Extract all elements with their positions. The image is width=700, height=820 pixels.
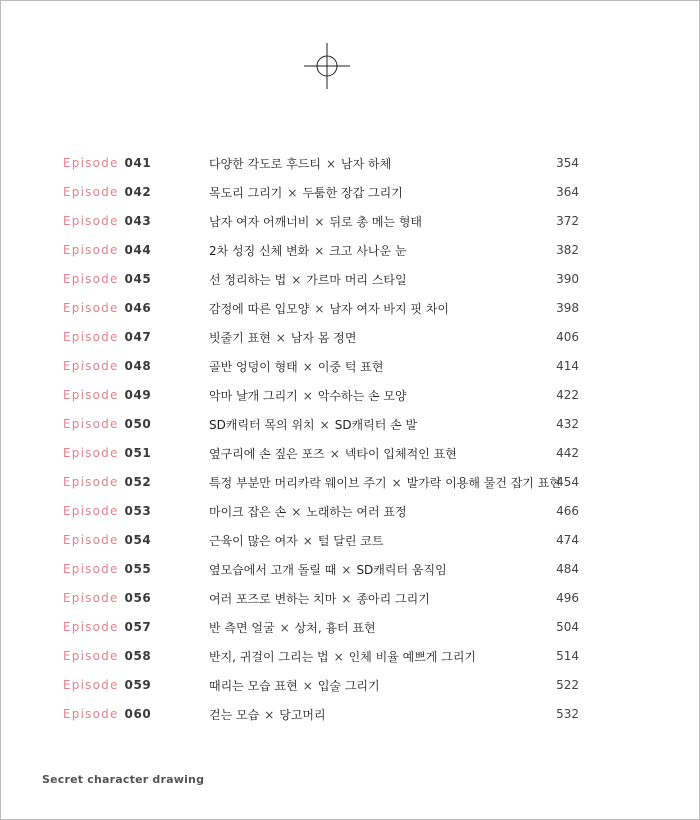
episode-label [63, 475, 151, 489]
episode-title [209, 532, 383, 549]
title-right: 당고머리 [279, 708, 326, 722]
episode-word: Episode [63, 185, 119, 199]
episode-title [209, 358, 383, 375]
title-right: 악수하는 손 모양 [317, 389, 407, 403]
title-right: SD캐릭터 움직임 [356, 563, 447, 577]
episode-label [63, 620, 151, 634]
title-separator: × [391, 476, 402, 490]
title-separator: × [291, 273, 302, 287]
title-left: 골반 엉덩이 형태 [209, 360, 298, 374]
episode-title [209, 590, 430, 607]
episode-label [63, 214, 151, 228]
title-separator: × [314, 244, 325, 258]
page-number: 496 [556, 591, 579, 605]
title-left: 목도리 그리기 [209, 186, 283, 200]
toc-entry [1, 701, 700, 730]
title-left: 반지, 귀걸이 그리는 법 [209, 650, 329, 664]
toc-entry [1, 266, 700, 295]
episode-title [209, 184, 403, 201]
title-right: 크고 사나운 눈 [329, 244, 407, 258]
episode-word: Episode [63, 243, 119, 257]
title-right: 입술 그리기 [317, 679, 380, 693]
toc-entry [1, 179, 700, 208]
episode-title [209, 242, 406, 259]
episode-label [63, 156, 151, 170]
episode-label [63, 533, 151, 547]
episode-number: 050 [124, 417, 152, 431]
episode-number: 049 [124, 388, 152, 402]
toc-entry [1, 411, 700, 440]
crosshair-icon [302, 41, 352, 91]
page-number: 398 [556, 301, 579, 315]
toc-entry [1, 585, 700, 614]
episode-number: 047 [124, 330, 152, 344]
episode-title [209, 300, 449, 317]
title-right: 두툼한 장갑 그리기 [302, 186, 403, 200]
title-right: 이중 턱 표현 [317, 360, 384, 374]
page-number: 372 [556, 214, 579, 228]
toc-entry [1, 150, 700, 179]
title-left: 남자 여자 어깨너비 [209, 215, 310, 229]
title-separator: × [264, 708, 275, 722]
page-number: 454 [556, 475, 579, 489]
episode-label [63, 649, 151, 663]
toc-entry [1, 353, 700, 382]
title-right: 발가락 이용해 물건 잡기 표현 [406, 476, 561, 490]
episode-word: Episode [63, 504, 119, 518]
title-left: 선 정리하는 법 [209, 273, 287, 287]
title-separator: × [279, 621, 290, 635]
episode-number: 044 [124, 243, 152, 257]
episode-word: Episode [63, 330, 119, 344]
episode-word: Episode [63, 301, 119, 315]
toc-entry [1, 295, 700, 324]
episode-word: Episode [63, 359, 119, 373]
title-separator: × [341, 592, 352, 606]
table-of-contents [1, 150, 700, 730]
title-left: 근육이 많은 여자 [209, 534, 298, 548]
page-number: 390 [556, 272, 579, 286]
title-right: 남자 여자 바지 핏 차이 [329, 302, 450, 316]
episode-number: 045 [124, 272, 152, 286]
episode-word: Episode [63, 562, 119, 576]
episode-label [63, 591, 151, 605]
episode-word: Episode [63, 417, 119, 431]
title-separator: × [287, 186, 298, 200]
toc-entry [1, 527, 700, 556]
episode-word: Episode [63, 475, 119, 489]
episode-word: Episode [63, 214, 119, 228]
toc-entry [1, 440, 700, 469]
episode-number: 055 [124, 562, 152, 576]
title-left: 옆모습에서 고개 돌릴 때 [209, 563, 337, 577]
title-separator: × [302, 389, 313, 403]
episode-number: 057 [124, 620, 152, 634]
episode-label [63, 301, 151, 315]
episode-label [63, 243, 151, 257]
toc-entry [1, 672, 700, 701]
episode-number: 053 [124, 504, 152, 518]
page-number: 422 [556, 388, 579, 402]
episode-word: Episode [63, 446, 119, 460]
page-number: 504 [556, 620, 579, 634]
page-number: 474 [556, 533, 579, 547]
episode-title [209, 271, 407, 288]
title-left: 2차 성징 신체 변화 [209, 244, 310, 258]
title-right: 남자 하체 [341, 157, 392, 171]
title-left: 특정 부분만 머리카락 웨이브 주기 [209, 476, 387, 490]
title-right: 넥타이 입체적인 표현 [344, 447, 457, 461]
title-right: 남자 몸 정면 [290, 331, 357, 345]
page-number: 414 [556, 359, 579, 373]
title-separator: × [302, 534, 313, 548]
episode-number: 058 [124, 649, 152, 663]
episode-title [209, 619, 376, 636]
page-number: 522 [556, 678, 579, 692]
title-left: 마이크 잡은 손 [209, 505, 287, 519]
episode-title [209, 561, 447, 578]
page-number: 532 [556, 707, 579, 721]
page-number: 442 [556, 446, 579, 460]
title-separator: × [333, 650, 344, 664]
toc-entry [1, 382, 700, 411]
episode-word: Episode [63, 533, 119, 547]
title-left: 여러 포즈로 변하는 치마 [209, 592, 337, 606]
page-number: 466 [556, 504, 579, 518]
episode-number: 052 [124, 475, 152, 489]
episode-number: 043 [124, 214, 152, 228]
episode-number: 060 [124, 707, 152, 721]
episode-title [209, 474, 561, 491]
episode-title [209, 213, 422, 230]
episode-title [209, 503, 407, 520]
episode-word: Episode [63, 678, 119, 692]
title-right: 상처, 흉터 표현 [294, 621, 376, 635]
toc-entry [1, 469, 700, 498]
title-separator: × [319, 418, 330, 432]
title-left: 악마 날개 그리기 [209, 389, 298, 403]
episode-number: 051 [124, 446, 152, 460]
title-separator: × [302, 360, 313, 374]
title-separator: × [291, 505, 302, 519]
episode-label [63, 678, 151, 692]
title-right: SD캐릭터 손 발 [334, 418, 418, 432]
title-right: 뒤로 총 메는 형태 [329, 215, 423, 229]
episode-title [209, 329, 356, 346]
episode-word: Episode [63, 272, 119, 286]
title-separator: × [314, 302, 325, 316]
episode-title [209, 648, 476, 665]
title-left: 다양한 각도로 후드티 [209, 157, 321, 171]
episode-label [63, 185, 151, 199]
episode-word: Episode [63, 156, 119, 170]
title-separator: × [325, 157, 337, 171]
title-right: 털 달린 코트 [317, 534, 384, 548]
page-number: 514 [556, 649, 579, 663]
toc-entry [1, 324, 700, 353]
toc-entry [1, 237, 700, 266]
page-number: 406 [556, 330, 579, 344]
episode-number: 059 [124, 678, 152, 692]
episode-number: 054 [124, 533, 152, 547]
episode-number: 048 [124, 359, 152, 373]
title-left: 옆구리에 손 짚은 포즈 [209, 447, 325, 461]
page-number: 354 [556, 156, 579, 170]
title-separator: × [302, 679, 313, 693]
title-left: 걷는 모습 [209, 708, 260, 722]
episode-number: 056 [124, 591, 152, 605]
title-left: 반 측면 얼굴 [209, 621, 275, 635]
page-number: 484 [556, 562, 579, 576]
page-number: 382 [556, 243, 579, 257]
episode-label [63, 504, 151, 518]
title-left: 감정에 따른 입모양 [209, 302, 310, 316]
episode-label [63, 707, 151, 721]
episode-word: Episode [63, 620, 119, 634]
title-left: 때리는 모습 표현 [209, 679, 298, 693]
episode-title [209, 445, 457, 462]
toc-entry [1, 498, 700, 527]
episode-word: Episode [63, 591, 119, 605]
title-left: 빗줄기 표현 [209, 331, 271, 345]
page-number: 432 [556, 417, 579, 431]
episode-title [209, 387, 407, 404]
page-number: 364 [556, 185, 579, 199]
episode-label [63, 417, 151, 431]
title-right: 노래하는 여러 표정 [306, 505, 407, 519]
title-right: 가르마 머리 스타일 [306, 273, 407, 287]
episode-title [209, 677, 380, 694]
episode-word: Episode [63, 388, 119, 402]
episode-label [63, 388, 151, 402]
episode-label [63, 359, 151, 373]
title-left: SD캐릭터 목의 위치 [209, 418, 315, 432]
episode-word: Episode [63, 649, 119, 663]
title-separator: × [275, 331, 286, 345]
toc-entry [1, 556, 700, 585]
episode-label [63, 446, 151, 460]
toc-entry [1, 643, 700, 672]
episode-label [63, 562, 151, 576]
episode-label [63, 330, 151, 344]
episode-label [63, 272, 151, 286]
episode-number: 046 [124, 301, 152, 315]
toc-entry [1, 614, 700, 643]
episode-word: Episode [63, 707, 119, 721]
running-footer: Secret character drawing [42, 773, 205, 786]
episode-title [209, 706, 326, 723]
title-right: 종아리 그리기 [356, 592, 430, 606]
episode-title [209, 416, 417, 433]
title-separator: × [341, 563, 352, 577]
episode-title [209, 155, 391, 172]
episode-number: 041 [124, 156, 152, 170]
title-separator: × [329, 447, 340, 461]
episode-number: 042 [124, 185, 152, 199]
toc-entry [1, 208, 700, 237]
title-right: 인체 비율 예쁘게 그리기 [348, 650, 477, 664]
title-separator: × [314, 215, 325, 229]
